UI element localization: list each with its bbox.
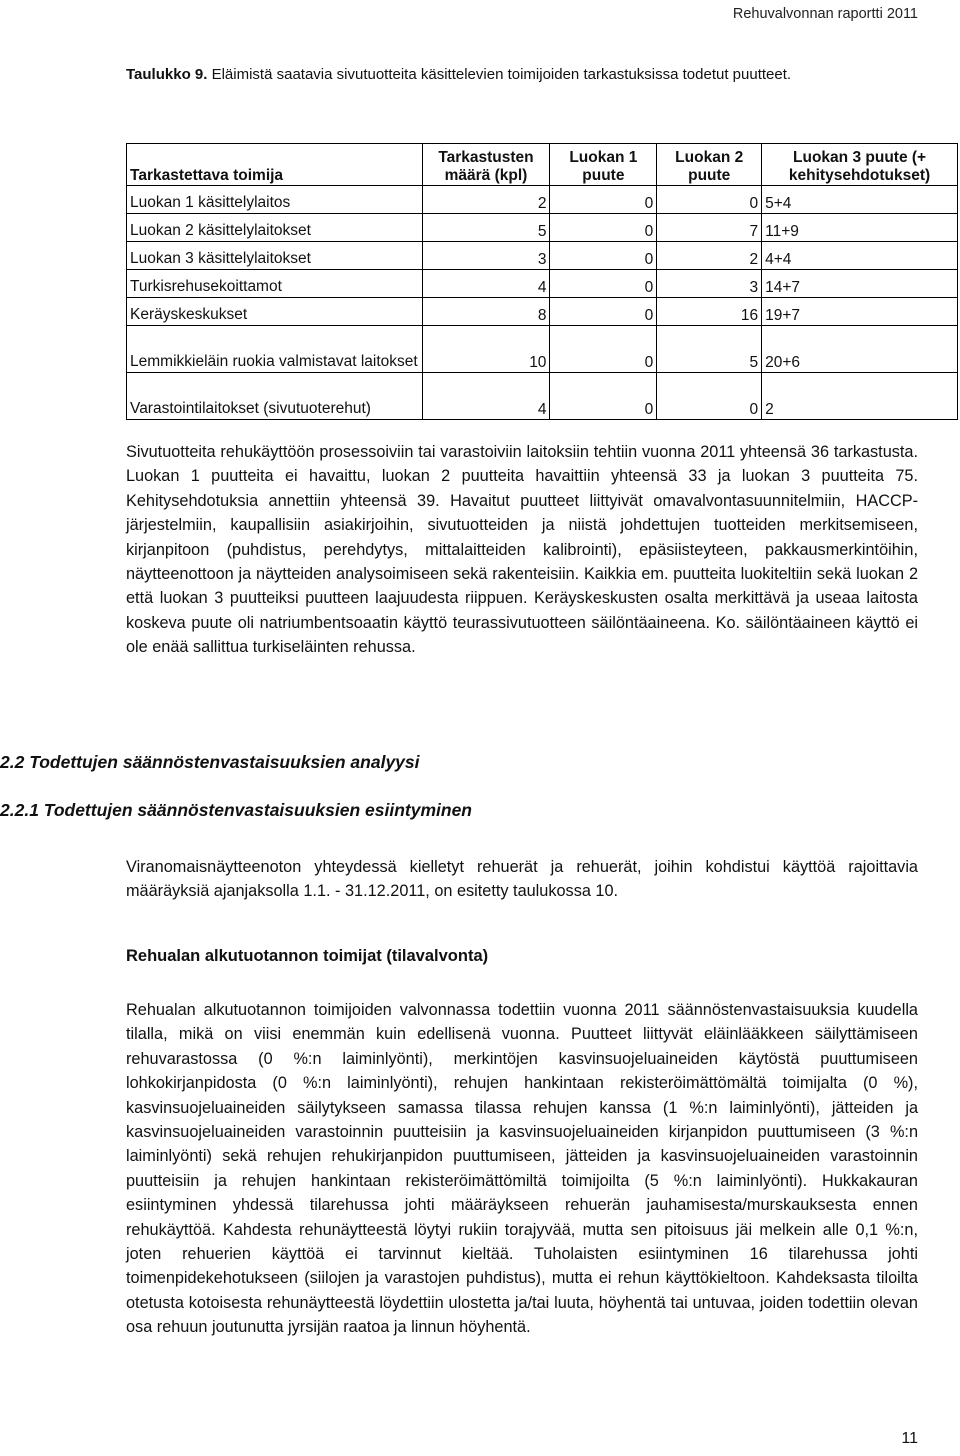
table-cell: 0 <box>550 242 657 270</box>
header-cell-class3: Luokan 3 puute (+ kehitysehdotukset) <box>762 144 958 186</box>
table-header-row <box>127 144 958 186</box>
header-cell-class2: Luokan 2 puute <box>657 144 762 186</box>
table-cell: 10 <box>422 326 550 373</box>
table-cell: 0 <box>550 186 657 214</box>
table-cell: Luokan 3 käsittelylaitokset <box>127 242 423 270</box>
table-cell: 4+4 <box>762 242 958 270</box>
table-cell: 0 <box>550 326 657 373</box>
table-caption <box>126 66 926 83</box>
header-cell-inspections: Tarkastusten määrä (kpl) <box>422 144 550 186</box>
table-row <box>127 298 958 326</box>
section-heading-2-2: 2.2 Todettujen säännöstenvastaisuuksien analyysi <box>0 752 420 772</box>
table-cell: Lemmikkieläin ruokia valmistavat laitokset <box>127 326 423 373</box>
intro-paragraph: Viranomaisnäytteenoton yhteydessä kielletyt rehuerät ja rehuerät, joihin kohdistui käyttöä rajoittavia määräyksiä ajanjaksolla 1.1. - 31.12.2011, on esitetty taulukossa 10. <box>126 858 918 901</box>
table-cell: 11+9 <box>762 214 958 242</box>
table-cell: 5+4 <box>762 186 958 214</box>
table-cell: Varastointilaitokset (sivutuoterehut) <box>127 373 423 420</box>
subheading-primary-production: Rehualan alkutuotannon toimijat (tilavalvonta) <box>126 947 489 965</box>
table-cell: 19+7 <box>762 298 958 326</box>
table-row <box>127 326 958 373</box>
table-cell: 2 <box>657 242 762 270</box>
running-header: Rehuvalvonnan raportti 2011 <box>732 6 918 22</box>
table-cell: 8 <box>422 298 550 326</box>
table-cell: 20+6 <box>762 326 958 373</box>
table-cell: 2 <box>762 373 958 420</box>
table-cell: Turkisrehusekoittamot <box>127 270 423 298</box>
table-cell: Keräyskeskukset <box>127 298 423 326</box>
table-row <box>127 373 958 420</box>
section-heading-2-2-1: 2.2.1 Todettujen säännöstenvastaisuuksien esiintyminen <box>0 800 472 820</box>
table-caption-label: Taulukko 9. <box>126 66 208 83</box>
table-cell: 7 <box>657 214 762 242</box>
table-cell: 3 <box>657 270 762 298</box>
table-cell: 0 <box>550 298 657 326</box>
table-cell: 0 <box>657 186 762 214</box>
header-cell-operator: Tarkastettava toimija <box>127 144 423 186</box>
summary-paragraph: Sivutuotteita rehukäyttöön prosessoiviin tai varastoiviin laitoksiin tehtiin vuonna 2011 yhteensä 36 tarkastusta. Luokan 1 puutteita ei havaittu, luokan 2 puutteita havaittiin yhteensä 33 ja luokan 3 puutteita 75. Kehitysehdotuksia annettiin yhteensä 39. Havaitut puutteet liittyivät omavalvontasuunnitelmiin, HACCP-järjestelmiin, kaupallisiin asiakirjoihin, sivutuotteiden ja niistä johdettujen tuotteiden merkitsemiseen, kirjanpitoon (puhdistus, perehdytys, mittalaitteiden kalibrointi), epäsiisteyteen, pakkausmerkintöihin, näytteenottoon ja näytteiden analysoimiseen sekä rakenteisiin. Kaikkia em. puutteita luokiteltiin sekä luokan 2 että luokan 3 puutteiksi puutteen laajuudesta riippuen. Keräyskeskusten osalta merkittävä ja useaa laitosta koskeva puute oli natriumbentsoaatin käyttö teurassivutuotteen säilöntäaineena. Ko. säilöntäaineen käyttö ei ole enää sallittua turkiseläinten rehussa. <box>126 443 918 657</box>
table-row <box>127 214 958 242</box>
table-caption-text: Eläimistä saatavia sivutuotteita käsittelevien toimijoiden tarkastuksissa todetut puutteet. <box>211 66 792 83</box>
table-cell: 14+7 <box>762 270 958 298</box>
table-cell: 4 <box>422 270 550 298</box>
table-cell: 5 <box>657 326 762 373</box>
table-cell: 3 <box>422 242 550 270</box>
header-cell-class1: Luokan 1 puute <box>550 144 657 186</box>
table-cell: 16 <box>657 298 762 326</box>
table-cell: 4 <box>422 373 550 420</box>
table-row <box>127 186 958 214</box>
primary-production-paragraph: Rehualan alkutuotannon toimijoiden valvonnassa todettiin vuonna 2011 säännöstenvastaisuuksia kuudella tilalla, mikä on viisi enemmän kuin edellisenä vuonna. Puutteet liittyvät eläinlääkkeen säilyttämiseen rehuvarastossa (0 %:n laiminlyönti), merkintöjen kasvinsuojeluaineiden käytöstä puuttumiseen lohkokirjanpidosta (0 %:n laiminlyönti), rehujen hankintaan rekisteröimättömältä toimijalta (0 %), kasvinsuojeluaineiden säilytykseen samassa tilassa rehujen kanssa (1 %:n laiminlyönti), jätteiden ja kasvinsuojeluaineiden varastoinnin puutteisiin ja kasvinsuojeluaineiden kirjanpidon puuttumiseen (3 %:n laiminlyönti) sekä rehujen rehukirjanpidon puuttumiseen, jätteiden ja kasvinsuojeluaineiden varastoinnin puutteisiin ja rehujen hankintaan rekisteröimättömiltä toimijoilta (5 %:n laiminlyönti). Hukkakauran esiintyminen yhdessä tilarehussa johti määräykseen rehuerän jauhamisesta/murskauksesta ennen rehukäyttöä. Kahdesta rehunäytteestä löytyi rukiin torajyvää, mutta sen pitoisuus jäi melkein alle 0,1 %:n, joten rehuerien käyttöä ei tarvinnut kieltää. Tuholaisten esiintyminen 16 tilarehussa johti toimenpidekehotukseen (siilojen ja varastojen puhdistus), mutta ei rehun käyttökieltoon. Kahdeksasta tiloilta otetusta kotoisesta rehunäytteestä löydettiin ulostetta ja/tai luuta, höyhentä tai untuvaa, joiden todettiin olevan osa rehuun joutunutta jyrsijän raatoa ja linnun höyhentä. <box>126 1001 918 1337</box>
table-cell: 0 <box>657 373 762 420</box>
table-row <box>127 270 958 298</box>
table-cell: 5 <box>422 214 550 242</box>
table-cell: 2 <box>422 186 550 214</box>
page-number: 11 <box>901 1430 918 1447</box>
findings-table <box>126 143 958 420</box>
table-cell: 0 <box>550 214 657 242</box>
table-cell: 0 <box>550 270 657 298</box>
table-row <box>127 242 958 270</box>
table-cell: Luokan 1 käsittelylaitos <box>127 186 423 214</box>
table-cell: 0 <box>550 373 657 420</box>
table-cell: Luokan 2 käsittelylaitokset <box>127 214 423 242</box>
